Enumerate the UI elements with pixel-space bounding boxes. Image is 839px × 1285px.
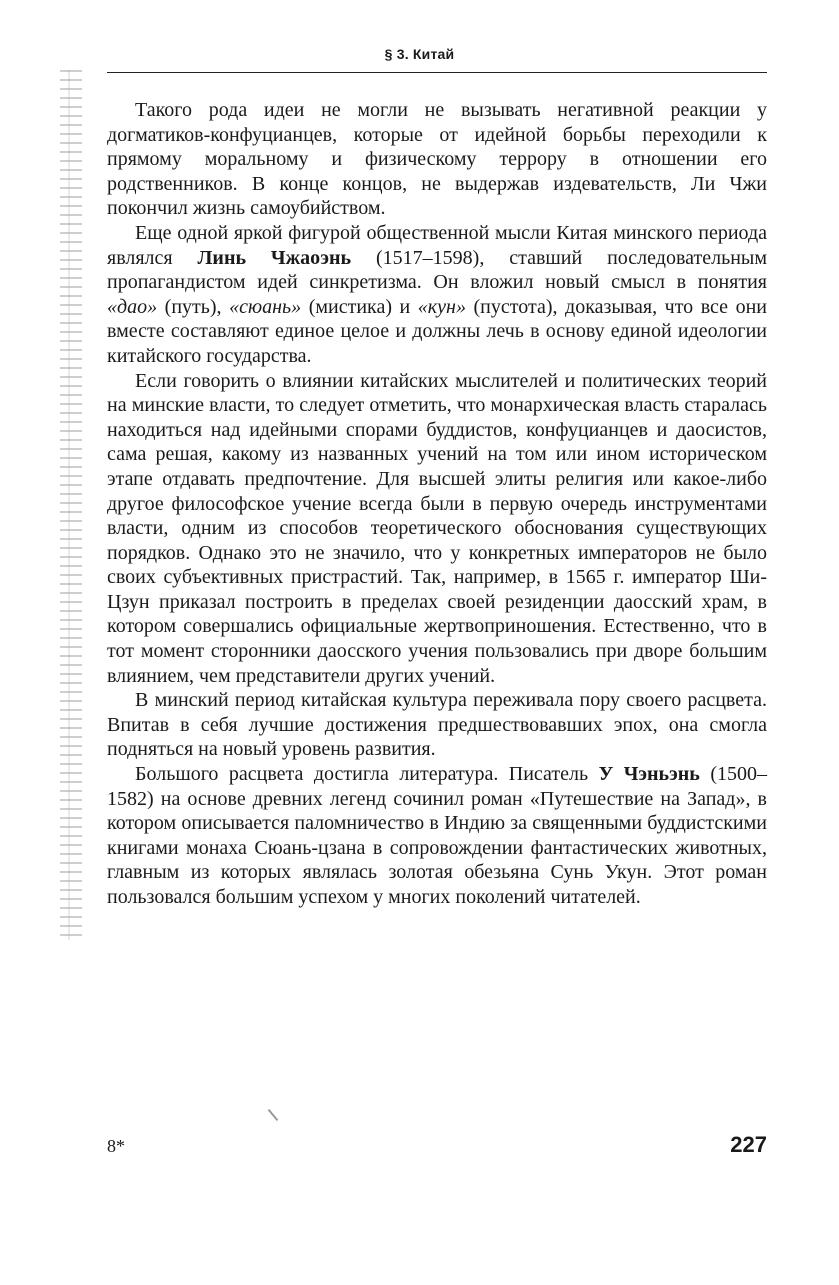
paragraph <box>107 762 767 910</box>
paragraph <box>107 688 767 762</box>
text-run: Еще одной яркой фигурой общественной мысли Китая минского периода являлся <box>107 221 767 269</box>
text-run: (путь), <box>157 295 230 318</box>
italic-term: «сюань» <box>229 295 302 318</box>
italic-term: «дао» <box>107 295 158 318</box>
scan-mark <box>268 1109 279 1121</box>
text-run: (1500–1582) на основе древних легенд сочинил роман «Путешествие на Запад», в котором описывается паломничество в Индию за священными буддистскими книгами монаха Сюань-цзана в сопровождении фантастических животных, главным из которых являлась золотая обезьяна Сунь Укун. Этот роман пользовался большим успехом у многих поколений читателей. <box>107 763 767 908</box>
running-header: § 3. Китай <box>384 46 455 62</box>
italic-term: «кун» <box>417 295 466 318</box>
paragraph <box>107 369 767 689</box>
header-rule <box>107 72 767 73</box>
page-number: 227 <box>730 1132 767 1157</box>
bold-name: У Чэньэнь <box>598 763 700 786</box>
scan-left-edge <box>60 70 82 940</box>
body-text <box>107 98 767 910</box>
text-run: В минский период китайская культура переживала пору своего расцвета. Впитав в себя лучшие достижения предшествовавших эпох, она смогла подняться на новый уровень развития. <box>107 689 767 761</box>
text-run: Большого расцвета достигла литература. Писатель <box>135 763 599 786</box>
text-run: Если говорить о влиянии китайских мыслителей и политических теорий на минские власти, то следует отметить, что монархическая власть старалась находиться над идейными спорами буддистов, конфуцианцев и даосистов, сама решая, какому из названных учений на том или ином историческом этапе отдавать предпочтение. Для высшей элиты религия или какое-либо другое философское учение всегда были в первую очередь инструментами власти, одним из способов теоретического обоснования существующих порядков. Однако это не значило, что у конкретных императоров не было своих субъективных пристрастий. Так, например, в 1565 г. император Ши-Цзун приказал построить в пределах своей резиденции даосский храм, в котором совершались официальные жертвоприношения. Естественно, что в тот момент сторонники даосского учения пользовались при дворе большим влиянием, чем представители других учений. <box>107 369 767 687</box>
printer-signature: 8* <box>107 1136 125 1156</box>
bold-name: Линь Чжаоэнь <box>197 246 352 269</box>
text-run: Такого рода идеи не могли не вызывать негативной реакции у догматиков-конфуцианцев, которые от идейной борьбы переходили к прямому моральному и физическому террору в отношении его родственников. В конце концов, не выдержав издевательств, Ли Чжи покончил жизнь самоубийством. <box>107 99 767 220</box>
text-run: (мистика) и <box>301 295 418 318</box>
paragraph <box>107 98 767 221</box>
text-run: (пустота), доказывая, что все они вместе составляют единое целое и должны лечь в основу единой идеологии китайского государства. <box>107 295 768 367</box>
text-run: (1517–1598), ставший последовательным пропагандистом идей синкретизма. Он вложил новый смысл в понятия <box>107 246 767 294</box>
paragraph <box>107 221 767 369</box>
